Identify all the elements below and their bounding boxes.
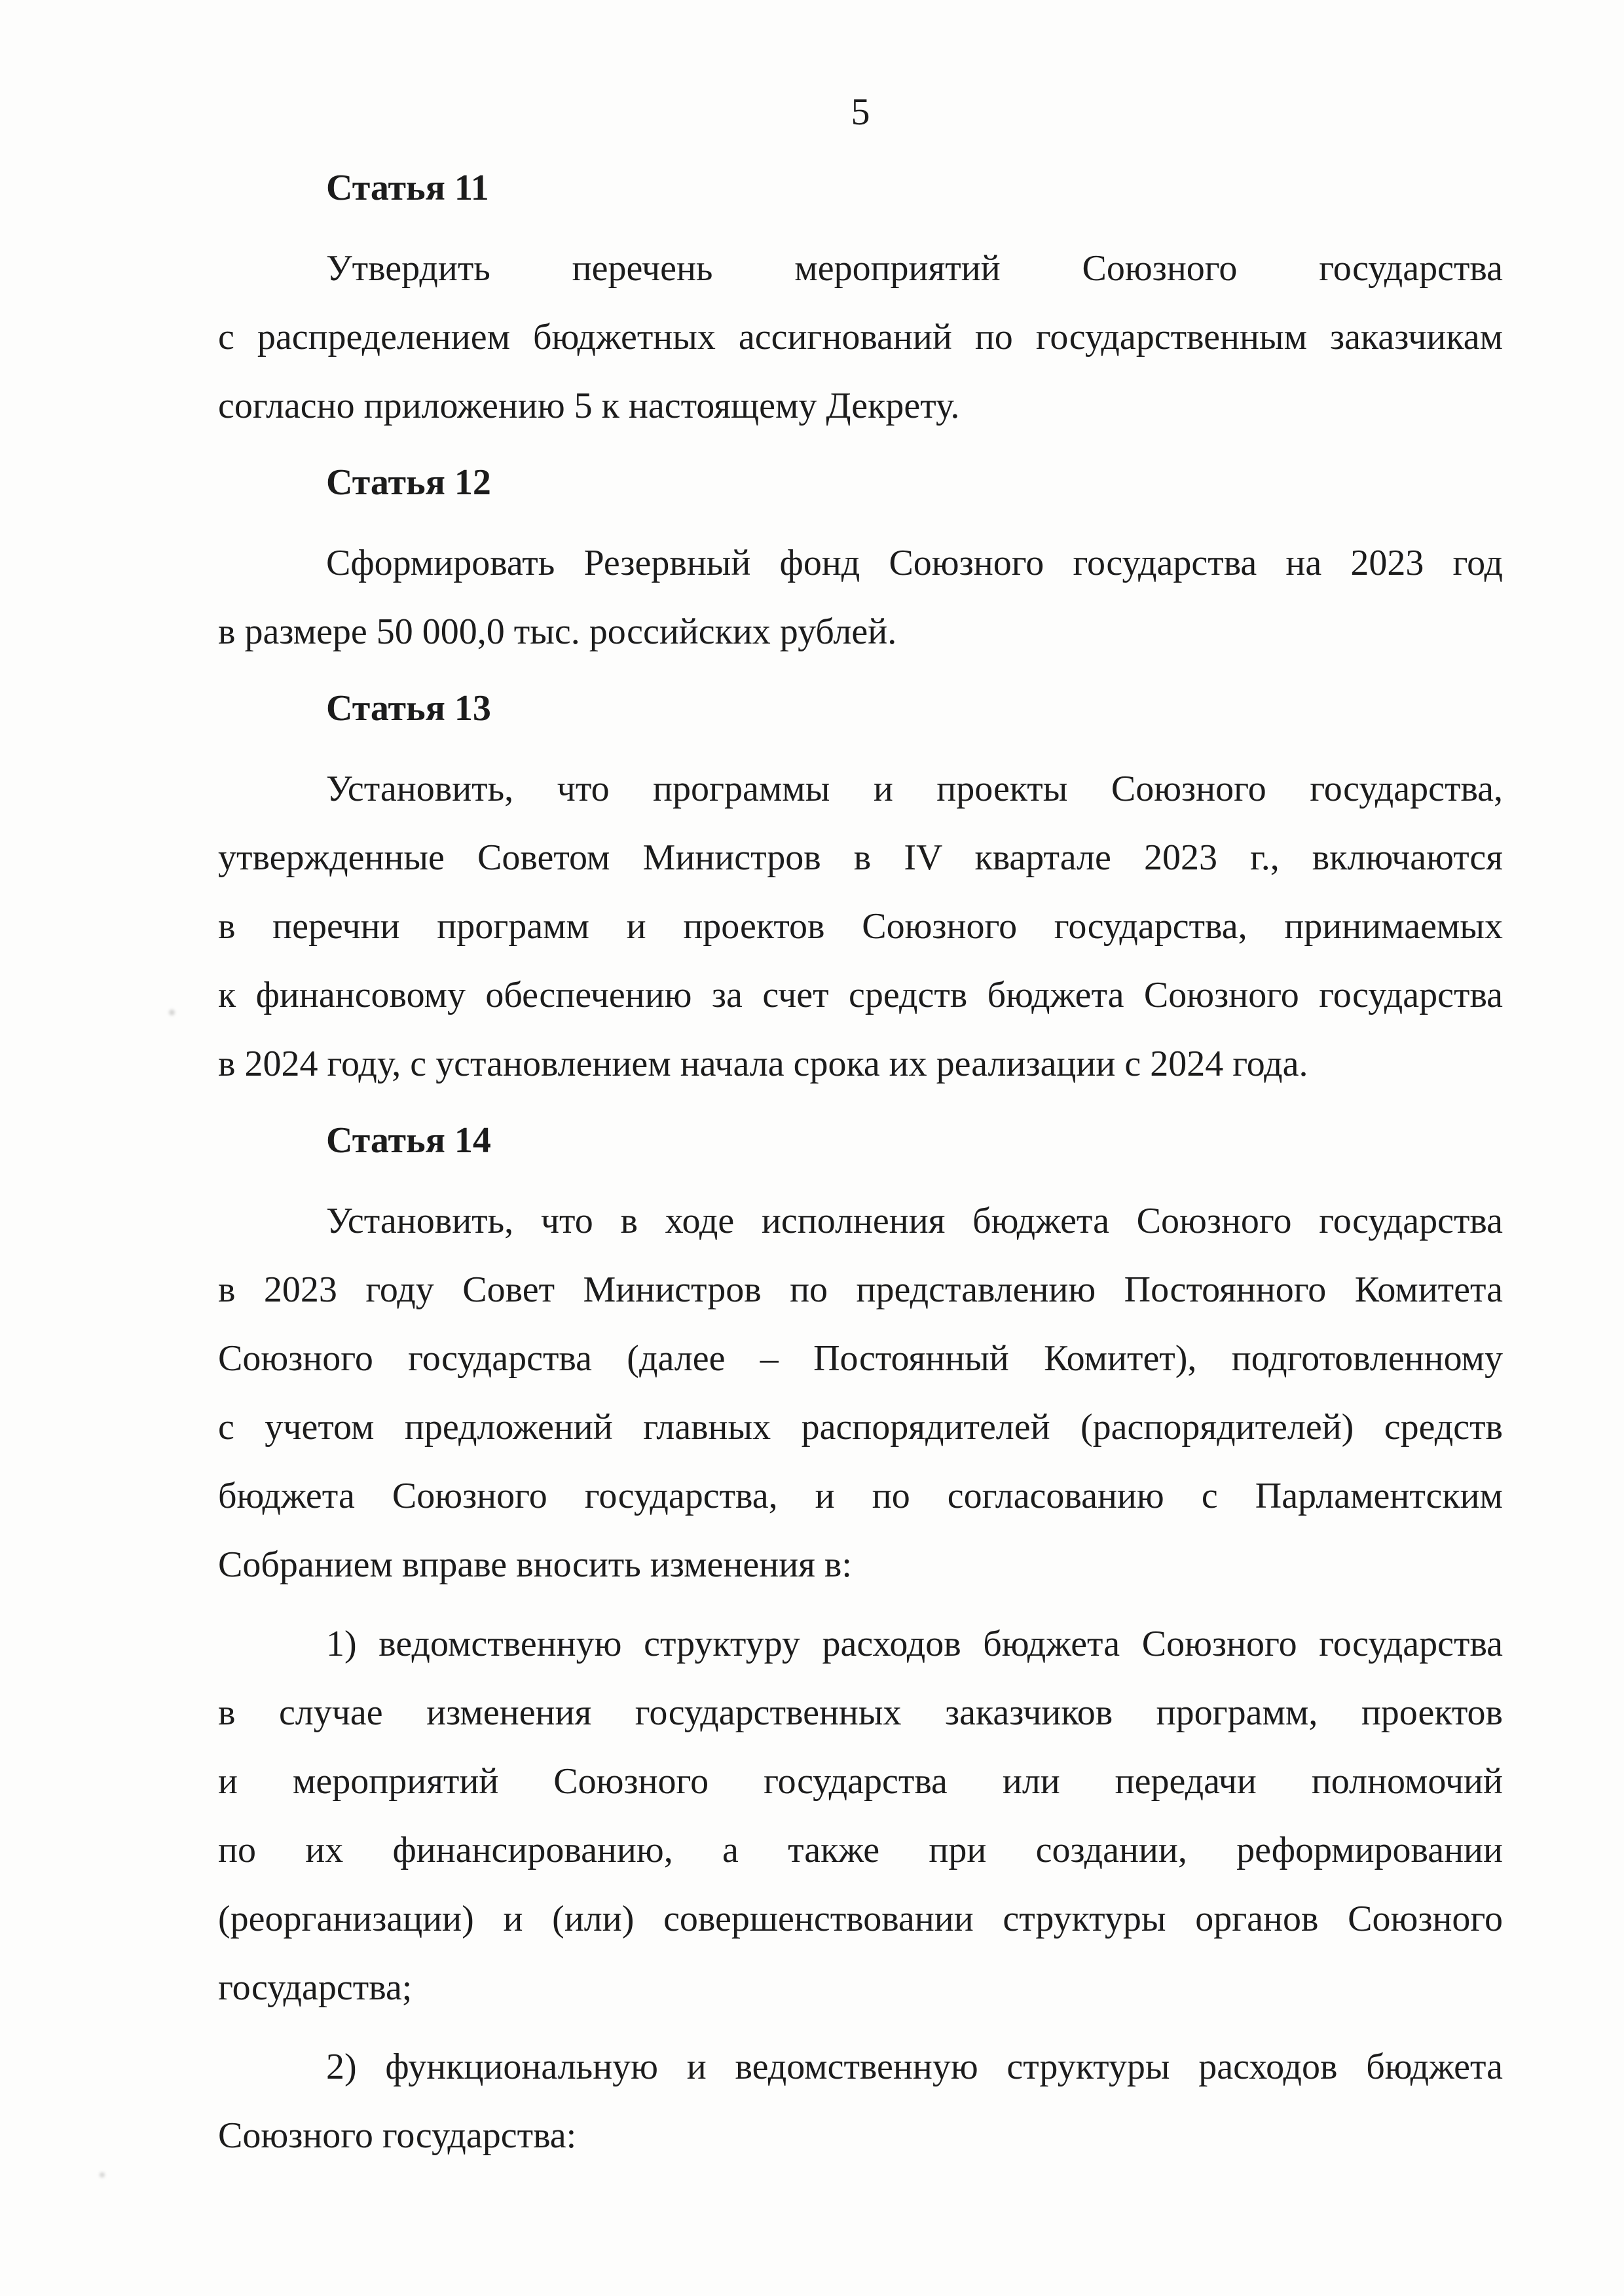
text-line: в 2024 году, с установлением начала срока их реализации с 2024 года. [218,1044,1308,1084]
text-line: Сформировать Резервный фонд Союзного государства на 2023 год [326,543,1503,583]
text-line: Союзного государства: [218,2115,577,2156]
text-line: утвержденные Советом Министров в IV квартале 2023 г., включаются [218,837,1503,878]
text-line: и мероприятий Союзного государства или передачи полномочий [218,1761,1503,1802]
scan-speckle [100,2172,105,2178]
page-number: 5 [851,90,870,133]
scan-speckle [169,1010,175,1015]
document-content [218,0,1503,2170]
text-line: к финансовому обеспечению за счет средств бюджета Союзного государства [218,975,1503,1015]
text-line: в случае изменения государственных заказчиков программ, проектов [218,1692,1503,1733]
article-13-heading: Статья 13 [326,688,491,729]
text-line: Установить, что в ходе исполнения бюджета Союзного государства [326,1201,1503,1241]
text-line: в перечни программ и проектов Союзного государства, принимаемых [218,906,1503,947]
text-line: 1) ведомственную структуру расходов бюджета Союзного государства [326,1624,1503,1664]
text-line: в размере 50 000,0 тыс. российских рублей. [218,611,897,652]
text-line: Установить, что программы и проекты Союзного государства, [326,769,1503,809]
text-line: Собранием вправе вносить изменения в: [218,1544,852,1585]
text-line: 2) функциональную и ведомственную структуры расходов бюджета [326,2047,1503,2087]
text-line: согласно приложению 5 к настоящему Декрету. [218,386,960,426]
text-line: бюджета Союзного государства, и по согласованию с Парламентским [218,1476,1503,1516]
text-line: по их финансированию, а также при создании, реформировании [218,1830,1503,1870]
text-line: с учетом предложений главных распорядителей (распорядителей) средств [218,1407,1503,1448]
text-line: с распределением бюджетных ассигнований по государственным заказчикам [218,317,1503,357]
article-12-heading: Статья 12 [326,462,491,503]
text-line: государства; [218,1967,413,2008]
text-line: Союзного государства (далее – Постоянный Комитет), подготовленному [218,1338,1503,1379]
article-11-heading: Статья 11 [326,168,489,208]
article-14-heading: Статья 14 [326,1120,491,1161]
text-line: (реорганизации) и (или) совершенствовании структуры органов Союзного [218,1899,1503,1939]
text-line: в 2023 году Совет Министров по представлению Постоянного Комитета [218,1269,1503,1310]
text-line: Утвердить перечень мероприятий Союзного государства [326,248,1503,289]
